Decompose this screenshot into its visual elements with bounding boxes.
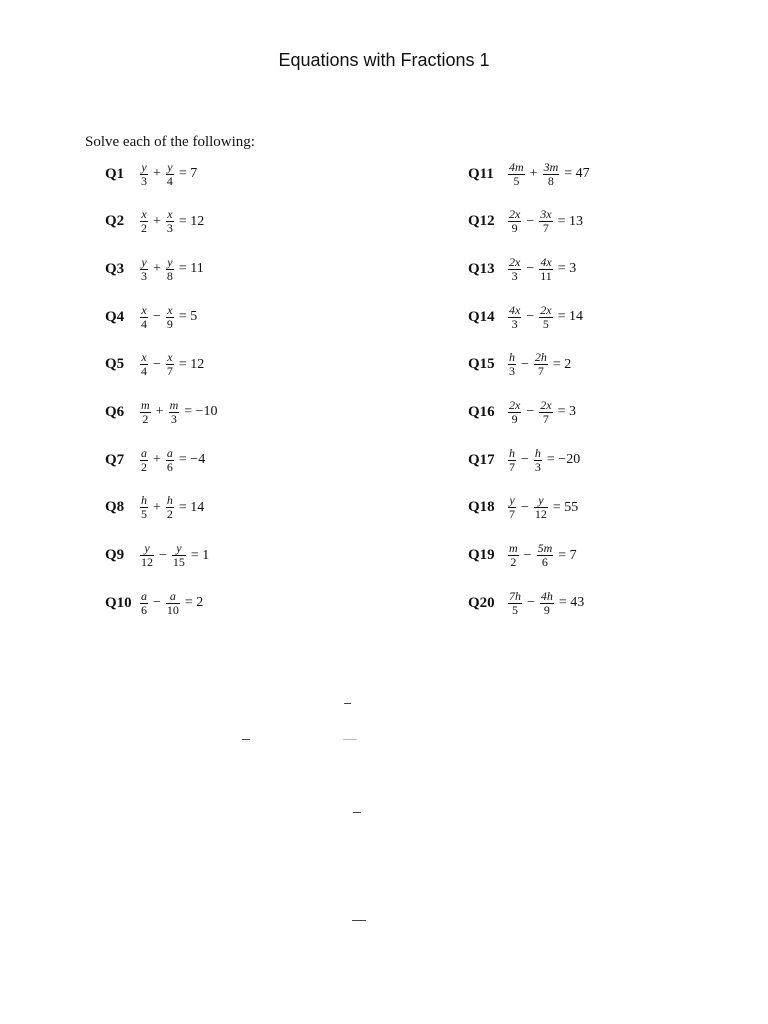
right-hand-side: = −20 <box>546 452 581 468</box>
fraction-numerator: 3x <box>540 207 552 222</box>
question-row <box>468 204 590 240</box>
equation <box>506 304 583 331</box>
fraction-numerator: x <box>141 302 147 317</box>
fraction-a <box>140 161 148 188</box>
fraction-b <box>539 256 553 283</box>
right-hand-side: = 14 <box>557 309 583 325</box>
fraction-numerator: 4x <box>540 254 552 269</box>
equation <box>506 351 571 378</box>
right-hand-side: = 55 <box>552 499 579 515</box>
question-row <box>105 490 218 526</box>
fraction-b <box>534 351 548 378</box>
fraction-numerator: m <box>169 397 179 412</box>
fraction-a <box>140 399 151 426</box>
fraction-numerator: x <box>141 207 147 222</box>
fraction-numerator: y <box>167 254 173 269</box>
question-label: Q4 <box>105 308 125 325</box>
equation <box>138 590 203 617</box>
fraction-a <box>508 590 522 617</box>
fraction-numerator: x <box>167 207 173 222</box>
question-row <box>468 156 590 192</box>
equation <box>138 447 205 474</box>
fraction-denominator: 10 <box>166 602 179 617</box>
right-hand-side: = 7 <box>178 166 198 181</box>
fraction-denominator: 7 <box>509 507 515 522</box>
fraction-denominator: 3 <box>170 411 177 426</box>
fraction-b <box>166 351 174 378</box>
fraction-b <box>166 304 174 331</box>
fraction-a <box>140 351 148 378</box>
operator: + <box>153 261 161 277</box>
fraction-denominator: 7 <box>509 459 515 474</box>
operator: − <box>526 213 535 229</box>
fraction-denominator: 9 <box>511 411 518 426</box>
question-label: Q11 <box>468 165 494 182</box>
question-label: Q6 <box>105 403 125 420</box>
equation <box>138 304 197 331</box>
fraction-numerator: y <box>144 541 150 555</box>
right-hand-side: = 14 <box>178 499 205 515</box>
right-hand-side: = 12 <box>178 356 205 372</box>
question-label: Q14 <box>468 308 495 325</box>
fraction-a <box>508 304 521 331</box>
fraction-b <box>166 208 174 235</box>
fraction-denominator: 4 <box>141 316 147 331</box>
question-label: Q15 <box>468 356 495 373</box>
fraction-b <box>540 590 554 617</box>
operator: − <box>153 356 161 372</box>
fraction-denominator: 12 <box>141 555 153 569</box>
fraction-denominator: 7 <box>166 364 173 379</box>
operator: + <box>153 499 161 515</box>
operator: − <box>527 595 535 611</box>
question-row <box>105 204 218 240</box>
fraction-denominator: 6 <box>166 459 173 474</box>
fraction-a <box>508 256 521 283</box>
fraction-numerator: 5m <box>537 541 553 555</box>
fraction-numerator: y <box>141 159 147 174</box>
right-hand-side: = 3 <box>557 404 576 420</box>
question-label: Q20 <box>468 594 495 611</box>
fraction-a <box>508 351 516 378</box>
right-hand-side: = 3 <box>557 261 577 277</box>
equation <box>506 590 584 617</box>
fraction-denominator: 7 <box>537 364 544 379</box>
operator: − <box>153 595 161 611</box>
fraction-a <box>140 494 148 521</box>
fraction-a <box>508 208 521 235</box>
fraction-numerator: 3m <box>543 159 559 174</box>
equation <box>506 208 583 235</box>
question-row <box>105 585 218 621</box>
question-row <box>105 156 218 192</box>
fraction-numerator: x <box>167 302 173 317</box>
fraction-b <box>543 161 560 188</box>
fraction-denominator: 7 <box>542 411 549 426</box>
fraction-numerator: 7h <box>509 588 521 603</box>
scan-mark <box>242 739 250 740</box>
fraction-numerator: 4h <box>540 588 553 603</box>
operator: − <box>521 356 529 372</box>
equation <box>506 542 577 569</box>
fraction-denominator: 5 <box>512 602 518 617</box>
question-row <box>468 299 590 335</box>
fraction-a <box>508 494 516 521</box>
question-label: Q9 <box>105 547 125 563</box>
equation <box>506 494 578 521</box>
operator: + <box>153 452 161 468</box>
fraction-denominator: 3 <box>141 173 147 188</box>
right-hand-side: = 1 <box>190 547 210 563</box>
fraction-denominator: 5 <box>542 316 549 331</box>
question-row <box>468 251 590 287</box>
fraction-numerator: 4x <box>509 302 521 317</box>
fraction-denominator: 6 <box>141 602 147 617</box>
fraction-denominator: 2 <box>141 459 147 474</box>
operator: − <box>153 309 161 325</box>
operator: + <box>153 166 161 181</box>
fraction-b <box>537 542 554 569</box>
fraction-numerator: a <box>141 445 147 460</box>
fraction-numerator: y <box>176 541 182 555</box>
fraction-denominator: 8 <box>547 173 554 188</box>
question-label: Q2 <box>105 213 125 230</box>
fraction-numerator: x <box>141 350 147 365</box>
question-row <box>468 538 590 574</box>
fraction-numerator: 2h <box>534 350 547 365</box>
question-row <box>105 394 218 430</box>
questions-column-left <box>105 156 218 633</box>
fraction-b <box>166 161 174 188</box>
fraction-a <box>140 542 154 569</box>
fraction-b <box>534 447 542 474</box>
fraction-denominator: 3 <box>141 268 147 283</box>
fraction-b <box>539 399 552 426</box>
fraction-b <box>166 256 174 283</box>
fraction-b <box>166 447 174 474</box>
fraction-denominator: 4 <box>141 364 147 379</box>
operator: − <box>159 547 167 563</box>
question-label: Q10 <box>105 594 132 611</box>
fraction-numerator: h <box>509 350 515 365</box>
right-hand-side: = 47 <box>564 166 590 181</box>
fraction-denominator: 3 <box>509 364 515 379</box>
fraction-denominator: 11 <box>540 268 552 283</box>
fraction-b <box>166 590 180 617</box>
question-label: Q3 <box>105 260 125 277</box>
fraction-b <box>539 304 552 331</box>
question-label: Q16 <box>468 403 495 420</box>
equation <box>138 256 204 283</box>
fraction-denominator: 9 <box>543 602 550 617</box>
fraction-numerator: h <box>509 445 515 460</box>
equation <box>506 256 576 283</box>
fraction-denominator: 2 <box>142 411 149 426</box>
right-hand-side: = 2 <box>552 356 572 372</box>
operator: + <box>153 213 161 229</box>
fraction-denominator: 9 <box>511 221 518 236</box>
question-row <box>105 251 218 287</box>
question-row <box>468 442 590 478</box>
operator: − <box>526 261 535 277</box>
fraction-denominator: 15 <box>172 555 185 569</box>
question-row <box>468 490 590 526</box>
right-hand-side: = −4 <box>178 452 206 468</box>
question-label: Q5 <box>105 356 125 373</box>
fraction-a <box>140 447 148 474</box>
equation <box>506 161 590 188</box>
fraction-numerator: x <box>167 350 173 365</box>
fraction-denominator: 3 <box>511 268 518 283</box>
right-hand-side: = −10 <box>184 404 218 420</box>
operator: − <box>521 499 529 515</box>
right-hand-side: = 12 <box>178 213 205 229</box>
question-row <box>468 585 590 621</box>
questions-column-right <box>468 156 590 633</box>
fraction-numerator: 2x <box>540 397 552 412</box>
scan-mark <box>343 739 357 740</box>
equation <box>506 447 580 474</box>
fraction-a <box>508 161 525 188</box>
question-label: Q7 <box>105 451 125 468</box>
fraction-a <box>140 208 148 235</box>
question-label: Q13 <box>468 260 495 277</box>
fraction-denominator: 3 <box>511 316 518 331</box>
fraction-denominator: 12 <box>534 507 547 522</box>
equation <box>138 494 204 521</box>
fraction-b <box>539 208 552 235</box>
fraction-numerator: h <box>166 493 173 508</box>
question-label: Q8 <box>105 499 125 516</box>
equation <box>506 399 576 426</box>
question-row <box>468 394 590 430</box>
question-row <box>105 442 218 478</box>
fraction-numerator: y <box>167 159 173 174</box>
question-label: Q12 <box>468 213 495 230</box>
fraction-a <box>508 542 519 569</box>
fraction-numerator: a <box>166 445 173 460</box>
scan-mark <box>344 703 351 704</box>
fraction-numerator: 4m <box>509 159 524 174</box>
question-label: Q17 <box>468 451 495 468</box>
fraction-numerator: 2x <box>509 397 521 412</box>
fraction-numerator: 2x <box>509 207 521 222</box>
fraction-numerator: a <box>169 588 176 603</box>
equation <box>138 161 197 188</box>
fraction-denominator: 9 <box>166 316 173 331</box>
equation <box>138 208 204 235</box>
fraction-a <box>140 256 148 283</box>
equation <box>138 351 204 378</box>
fraction-a <box>508 399 521 426</box>
right-hand-side: = 7 <box>558 547 577 563</box>
fraction-denominator: 3 <box>166 221 173 236</box>
fraction-denominator: 5 <box>141 507 147 522</box>
fraction-denominator: 8 <box>166 268 173 283</box>
scan-mark <box>352 920 366 921</box>
fraction-denominator: 6 <box>541 555 548 569</box>
fraction-numerator: a <box>141 588 147 603</box>
fraction-b <box>172 542 186 569</box>
question-row <box>105 299 218 335</box>
equation <box>138 399 218 426</box>
fraction-b <box>166 494 174 521</box>
fraction-b <box>534 494 548 521</box>
fraction-numerator: 2x <box>540 302 552 317</box>
fraction-a <box>140 590 148 617</box>
question-row <box>105 347 218 383</box>
operator: + <box>155 404 164 420</box>
fraction-denominator: 7 <box>542 221 549 236</box>
fraction-numerator: h <box>141 493 147 508</box>
fraction-numerator: y <box>141 254 147 269</box>
question-row <box>105 538 218 574</box>
fraction-denominator: 2 <box>141 221 147 236</box>
right-hand-side: = 13 <box>557 213 583 229</box>
fraction-numerator: y <box>538 493 544 508</box>
right-hand-side: = 43 <box>558 595 585 611</box>
fraction-a <box>508 447 516 474</box>
question-label: Q18 <box>468 499 495 516</box>
equation <box>138 542 209 569</box>
question-row <box>468 347 590 383</box>
question-label: Q1 <box>105 165 125 182</box>
scan-mark <box>353 812 361 813</box>
operator: − <box>526 309 535 325</box>
fraction-numerator: h <box>534 445 541 460</box>
instructions-text: Solve each of the following: <box>85 134 255 150</box>
fraction-denominator: 5 <box>513 173 520 188</box>
fraction-numerator: m <box>509 541 518 555</box>
fraction-numerator: 2x <box>509 254 521 269</box>
fraction-denominator: 2 <box>166 507 173 522</box>
fraction-denominator: 4 <box>166 173 173 188</box>
page-title: Equations with Fractions 1 <box>278 50 490 70</box>
operator: − <box>526 404 535 420</box>
fraction-a <box>140 304 148 331</box>
fraction-b <box>169 399 180 426</box>
fraction-numerator: y <box>509 493 515 508</box>
question-label: Q19 <box>468 547 495 563</box>
operator: + <box>529 166 538 181</box>
fraction-denominator: 2 <box>510 555 517 569</box>
right-hand-side: = 11 <box>178 261 204 277</box>
right-hand-side: = 2 <box>184 595 204 611</box>
fraction-numerator: m <box>141 397 150 412</box>
operator: − <box>521 452 529 468</box>
right-hand-side: = 5 <box>178 309 198 325</box>
operator: − <box>523 547 532 563</box>
fraction-denominator: 3 <box>534 459 541 474</box>
